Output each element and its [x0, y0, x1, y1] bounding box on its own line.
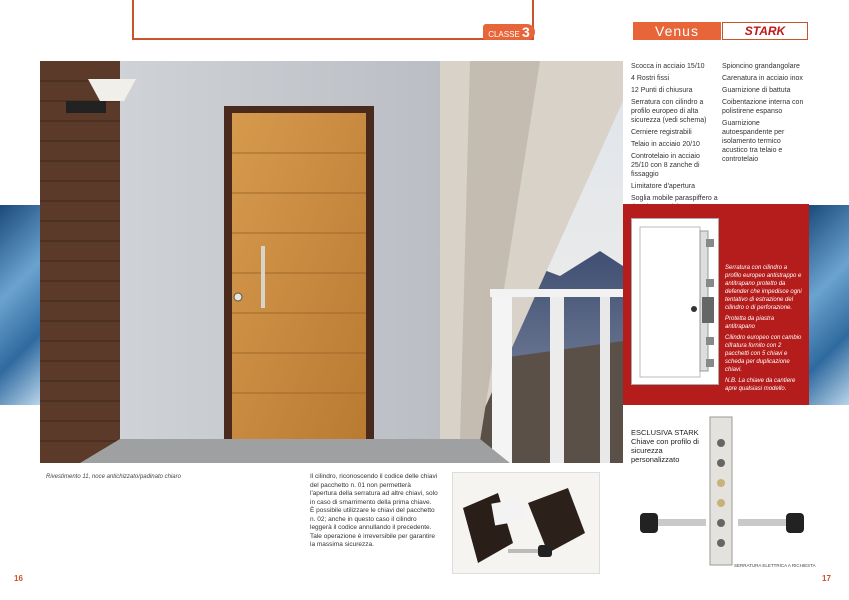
- cylinder-description: [310, 473, 438, 550]
- spec-item: Coibentazione interna con polistirene espanso: [722, 99, 804, 115]
- door-photo: [40, 61, 623, 463]
- spec-item: Cerniere registrabili: [631, 129, 692, 136]
- body-paragraph: È possibile utilizzare le chiavi del pacchetto n. 02; anche in questo caso il cilindro leggerà il codice annullando il precedente.: [310, 507, 435, 531]
- left-decor-tile: [0, 205, 40, 405]
- lock-schema-icon: [632, 219, 718, 384]
- red-paragraph: Serratura con cilindro a profilo europeo antistrappo e antitrapano protetto da defender che impedisce ogni tentativo di estrazione del cilindro o di perforazione.: [725, 265, 802, 311]
- lock-diagram: [631, 218, 719, 385]
- lock-feature-text: [725, 264, 805, 396]
- body-paragraph: Il cilindro, riconoscendo il codice delle chiavi del pacchetto n. 01 non permetterà l'apertura della serratura ad altre chiavi, solo in caso di smarrimento della prima chiave.: [310, 473, 438, 506]
- spec-item: Soglia mobile paraspiffero a: [631, 195, 718, 202]
- spec-item: Guarnizione di battuta: [722, 87, 791, 94]
- page-number-right: 17: [822, 574, 831, 583]
- spec-item: Telaio in acciaio 20/10: [631, 141, 700, 148]
- classe-label: CLASSE: [488, 30, 520, 39]
- spec-item: Limitatore d'apertura: [631, 183, 695, 190]
- red-paragraph: Protetta da piastra antitrapano: [725, 316, 775, 330]
- spec-item: Controtelaio in acciaio 25/10 con 8 zanche di fissaggio: [631, 153, 700, 178]
- classe-badge: [483, 24, 535, 40]
- lock-cylinder-icon: [636, 413, 812, 569]
- spec-item: Scocca in acciaio 15/10: [631, 63, 705, 70]
- photo-caption: Rivestimento 11, noce antichizzato/padinato chiaro: [46, 474, 181, 480]
- key-pack-image: [453, 473, 599, 573]
- specs-left: [631, 62, 719, 215]
- model-title: Venus: [633, 22, 721, 40]
- red-paragraph: Cilindro europeo con cambio cifratura fornito con 2 pacchetti con 5 chiavi e scheda per duplicazione chiavi.: [725, 335, 802, 373]
- body-paragraph: Tale operazione è irreversibile per garantire la massima sicurezza.: [310, 532, 436, 548]
- lock-keys-image: [636, 413, 812, 569]
- door-scene: [40, 61, 623, 463]
- esclusiva-text: Chiave con profilo di sicurezza personalizzato: [631, 437, 699, 464]
- spec-item: Guarnizione autoespandente per isolamento termico acustico tra telaio e controtelaio: [722, 120, 785, 163]
- specs-right: [722, 62, 808, 167]
- classe-number: 3: [522, 24, 530, 40]
- brand-logo: STARK: [722, 22, 808, 40]
- red-paragraph: N.B. La chiave da cantiere apre qualsiasi modello.: [725, 378, 796, 392]
- page-number-left: 16: [14, 574, 23, 583]
- lock-caption: SERRATURA ELETTRICA A RICHIESTA: [734, 563, 816, 568]
- spec-item: Carenatura in acciaio inox: [722, 75, 803, 82]
- keys-photo: [452, 472, 600, 574]
- spec-item: 12 Punti di chiusura: [631, 87, 693, 94]
- spec-item: 4 Rostri fissi: [631, 75, 670, 82]
- spec-item: Spioncino grandangolare: [722, 63, 800, 70]
- top-frame: [132, 0, 534, 40]
- spec-item: Serratura con cilindro a profilo europeo di alta sicurezza (vedi schema): [631, 99, 707, 124]
- right-decor-tile: [809, 205, 849, 405]
- esclusiva-title: ESCLUSIVA STARK: [631, 428, 699, 437]
